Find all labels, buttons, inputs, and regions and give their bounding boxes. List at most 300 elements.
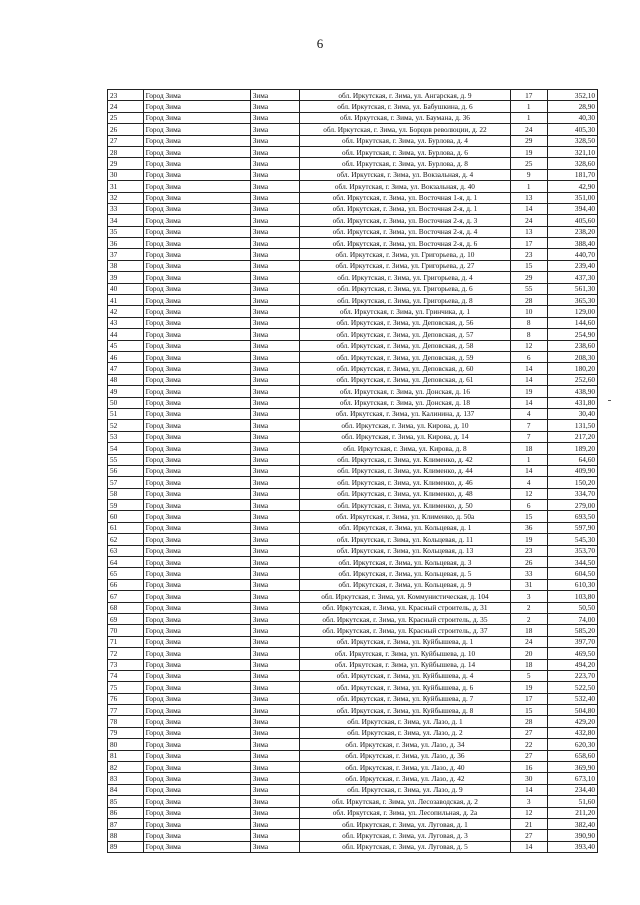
cell-quantity: 15	[510, 511, 547, 522]
cell-municipality: Город Зима	[143, 363, 250, 374]
table-row	[108, 181, 598, 192]
cell-quantity: 12	[510, 807, 547, 818]
cell-locality: Зима	[250, 796, 299, 807]
cell-address: обл. Иркутская, г. Зима, ул. Бурлова, д. 4	[300, 135, 511, 146]
cell-row-number: 33	[108, 203, 144, 214]
cell-address: обл. Иркутская, г. Зима, ул. Куйбышева, д. 7	[300, 693, 511, 704]
cell-quantity: 23	[510, 545, 547, 556]
cell-quantity: 8	[510, 329, 547, 340]
table-row	[108, 363, 598, 374]
table-row	[108, 340, 598, 351]
cell-row-number: 32	[108, 192, 144, 203]
table-row	[108, 101, 598, 112]
cell-address: обл. Иркутская, г. Зима, ул. Куйбышева, д. 4	[300, 670, 511, 681]
cell-locality: Зима	[250, 465, 299, 476]
cell-area: 597,90	[547, 522, 597, 533]
cell-quantity: 55	[510, 283, 547, 294]
cell-quantity: 1	[510, 454, 547, 465]
cell-locality: Зима	[250, 203, 299, 214]
cell-area: 328,50	[547, 135, 597, 146]
cell-quantity: 16	[510, 762, 547, 773]
table-row	[108, 386, 598, 397]
cell-municipality: Город Зима	[143, 500, 250, 511]
table-row	[108, 112, 598, 123]
cell-quantity: 1	[510, 181, 547, 192]
cell-area: 409,90	[547, 465, 597, 476]
cell-locality: Зима	[250, 374, 299, 385]
table-row	[108, 500, 598, 511]
cell-quantity: 18	[510, 625, 547, 636]
cell-row-number: 57	[108, 477, 144, 488]
cell-row-number: 78	[108, 716, 144, 727]
cell-row-number: 52	[108, 420, 144, 431]
table-row	[108, 511, 598, 522]
cell-area: 150,20	[547, 477, 597, 488]
cell-municipality: Город Зима	[143, 181, 250, 192]
cell-address: обл. Иркутская, г. Зима, ул. Кольцевая, д. 11	[300, 534, 511, 545]
cell-area: 437,30	[547, 272, 597, 283]
cell-locality: Зима	[250, 545, 299, 556]
cell-quantity: 26	[510, 557, 547, 568]
cell-locality: Зима	[250, 579, 299, 590]
cell-locality: Зима	[250, 146, 299, 157]
cell-quantity: 14	[510, 203, 547, 214]
cell-address: обл. Иркутская, г. Зима, ул. Клименко, д. 48	[300, 488, 511, 499]
cell-municipality: Город Зима	[143, 169, 250, 180]
cell-address: обл. Иркутская, г. Зима, ул. Баумана, д. 36	[300, 112, 511, 123]
cell-quantity: 14	[510, 841, 547, 852]
table-row	[108, 215, 598, 226]
cell-quantity: 7	[510, 431, 547, 442]
cell-row-number: 61	[108, 522, 144, 533]
table-row	[108, 295, 598, 306]
cell-locality: Зима	[250, 226, 299, 237]
cell-locality: Зима	[250, 386, 299, 397]
cell-area: 673,10	[547, 773, 597, 784]
cell-area: 344,50	[547, 557, 597, 568]
cell-address: обл. Иркутская, г. Зима, ул. Клименко, д. 50а	[300, 511, 511, 522]
cell-quantity: 10	[510, 306, 547, 317]
cell-address: обл. Иркутская, г. Зима, ул. Кольцевая, д. 1	[300, 522, 511, 533]
cell-address: обл. Иркутская, г. Зима, ул. Кирова, д. 10	[300, 420, 511, 431]
table-row	[108, 670, 598, 681]
cell-quantity: 31	[510, 579, 547, 590]
cell-quantity: 13	[510, 226, 547, 237]
cell-municipality: Город Зима	[143, 386, 250, 397]
cell-locality: Зима	[250, 317, 299, 328]
cell-municipality: Город Зима	[143, 477, 250, 488]
cell-locality: Зима	[250, 648, 299, 659]
cell-area: 42,90	[547, 181, 597, 192]
cell-row-number: 46	[108, 351, 144, 362]
cell-row-number: 42	[108, 306, 144, 317]
table-row	[108, 124, 598, 135]
cell-municipality: Город Зима	[143, 693, 250, 704]
cell-locality: Зима	[250, 443, 299, 454]
page-number: 6	[316, 36, 324, 51]
cell-locality: Зима	[250, 238, 299, 249]
cell-row-number: 82	[108, 762, 144, 773]
cell-municipality: Город Зима	[143, 146, 250, 157]
cell-address: обл. Иркутская, г. Зима, ул. Григорьева, д. 10	[300, 249, 511, 260]
cell-address: обл. Иркутская, г. Зима, ул. Вокзальная, д. 4	[300, 169, 511, 180]
cell-municipality: Город Зима	[143, 636, 250, 647]
cell-locality: Зима	[250, 591, 299, 602]
cell-locality: Зима	[250, 511, 299, 522]
cell-area: 405,30	[547, 124, 597, 135]
cell-locality: Зима	[250, 602, 299, 613]
cell-locality: Зима	[250, 488, 299, 499]
cell-row-number: 86	[108, 807, 144, 818]
cell-row-number: 26	[108, 124, 144, 135]
cell-quantity: 27	[510, 750, 547, 761]
cell-address: обл. Иркутская, г. Зима, ул. Деповская, д. 59	[300, 351, 511, 362]
cell-municipality: Город Зима	[143, 397, 250, 408]
cell-row-number: 50	[108, 397, 144, 408]
cell-municipality: Город Зима	[143, 317, 250, 328]
cell-row-number: 47	[108, 363, 144, 374]
cell-address: обл. Иркутская, г. Зима, ул. Коммунистическая, д. 104	[300, 591, 511, 602]
table-row	[108, 169, 598, 180]
cell-row-number: 58	[108, 488, 144, 499]
cell-municipality: Город Зима	[143, 716, 250, 727]
cell-address: обл. Иркутская, г. Зима, ул. Деповская, д. 57	[300, 329, 511, 340]
cell-locality: Зима	[250, 135, 299, 146]
cell-quantity: 2	[510, 613, 547, 624]
cell-row-number: 37	[108, 249, 144, 260]
table-row	[108, 716, 598, 727]
table-row	[108, 819, 598, 830]
cell-municipality: Город Зима	[143, 249, 250, 260]
cell-locality: Зима	[250, 659, 299, 670]
cell-area: 64,60	[547, 454, 597, 465]
cell-row-number: 71	[108, 636, 144, 647]
table-row	[108, 454, 598, 465]
cell-area: 144,60	[547, 317, 597, 328]
cell-quantity: 28	[510, 716, 547, 727]
cell-quantity: 24	[510, 124, 547, 135]
cell-municipality: Город Зима	[143, 431, 250, 442]
cell-address: обл. Иркутская, г. Зима, ул. Клименко, д. 44	[300, 465, 511, 476]
cell-area: 30,40	[547, 408, 597, 419]
cell-locality: Зима	[250, 283, 299, 294]
cell-address: обл. Иркутская, г. Зима, ул. Донская, д. 16	[300, 386, 511, 397]
cell-area: 693,50	[547, 511, 597, 522]
cell-municipality: Город Зима	[143, 112, 250, 123]
cell-area: 51,60	[547, 796, 597, 807]
cell-quantity: 24	[510, 215, 547, 226]
cell-quantity: 8	[510, 317, 547, 328]
table-row	[108, 408, 598, 419]
cell-area: 234,40	[547, 784, 597, 795]
cell-address: обл. Иркутская, г. Зима, ул. Красный строитель, д. 31	[300, 602, 511, 613]
cell-area: 432,80	[547, 727, 597, 738]
cell-quantity: 7	[510, 420, 547, 431]
cell-locality: Зима	[250, 215, 299, 226]
cell-area: 429,20	[547, 716, 597, 727]
cell-area: 494,20	[547, 659, 597, 670]
cell-row-number: 74	[108, 670, 144, 681]
cell-municipality: Город Зима	[143, 784, 250, 795]
cell-row-number: 38	[108, 260, 144, 271]
cell-quantity: 33	[510, 568, 547, 579]
cell-address: обл. Иркутская, г. Зима, ул. Кирова, д. 8	[300, 443, 511, 454]
cell-municipality: Город Зима	[143, 830, 250, 841]
cell-quantity: 23	[510, 249, 547, 260]
cell-municipality: Город Зима	[143, 260, 250, 271]
cell-row-number: 41	[108, 295, 144, 306]
cell-address: обл. Иркутская, г. Зима, ул. Бурлова, д. 6	[300, 146, 511, 157]
cell-area: 181,70	[547, 169, 597, 180]
cell-row-number: 39	[108, 272, 144, 283]
cell-locality: Зима	[250, 169, 299, 180]
cell-area: 393,40	[547, 841, 597, 852]
cell-municipality: Город Зима	[143, 215, 250, 226]
cell-locality: Зима	[250, 819, 299, 830]
table-row	[108, 329, 598, 340]
cell-locality: Зима	[250, 112, 299, 123]
cell-address: обл. Иркутская, г. Зима, ул. Деповская, д. 56	[300, 317, 511, 328]
cell-locality: Зима	[250, 260, 299, 271]
cell-quantity: 19	[510, 534, 547, 545]
cell-municipality: Город Зима	[143, 351, 250, 362]
cell-locality: Зима	[250, 613, 299, 624]
cell-locality: Зима	[250, 705, 299, 716]
cell-row-number: 48	[108, 374, 144, 385]
cell-quantity: 27	[510, 727, 547, 738]
cell-row-number: 88	[108, 830, 144, 841]
cell-area: 438,90	[547, 386, 597, 397]
cell-locality: Зима	[250, 682, 299, 693]
table-row	[108, 545, 598, 556]
cell-municipality: Город Зима	[143, 124, 250, 135]
cell-row-number: 35	[108, 226, 144, 237]
cell-quantity: 14	[510, 465, 547, 476]
cell-row-number: 62	[108, 534, 144, 545]
cell-area: 321,10	[547, 146, 597, 157]
table-row	[108, 238, 598, 249]
cell-quantity: 18	[510, 659, 547, 670]
cell-area: 658,60	[547, 750, 597, 761]
cell-quantity: 17	[510, 693, 547, 704]
cell-municipality: Город Зима	[143, 374, 250, 385]
cell-row-number: 27	[108, 135, 144, 146]
table-row	[108, 260, 598, 271]
cell-area: 238,20	[547, 226, 597, 237]
cell-municipality: Город Зима	[143, 203, 250, 214]
cell-locality: Зима	[250, 739, 299, 750]
cell-quantity: 22	[510, 739, 547, 750]
cell-row-number: 24	[108, 101, 144, 112]
cell-address: обл. Иркутская, г. Зима, ул. Лазо, д. 40	[300, 762, 511, 773]
table-row	[108, 443, 598, 454]
table-row	[108, 226, 598, 237]
cell-row-number: 66	[108, 579, 144, 590]
cell-municipality: Город Зима	[143, 238, 250, 249]
cell-locality: Зима	[250, 306, 299, 317]
cell-municipality: Город Зима	[143, 420, 250, 431]
cell-municipality: Город Зима	[143, 796, 250, 807]
table-row	[108, 648, 598, 659]
cell-address: обл. Иркутская, г. Зима, ул. Восточная 2-я, д. 4	[300, 226, 511, 237]
table-row	[108, 192, 598, 203]
cell-locality: Зима	[250, 727, 299, 738]
cell-address: обл. Иркутская, г. Зима, ул. Вокзальная, д. 40	[300, 181, 511, 192]
cell-locality: Зима	[250, 192, 299, 203]
cell-locality: Зима	[250, 773, 299, 784]
cell-quantity: 15	[510, 260, 547, 271]
cell-area: 238,60	[547, 340, 597, 351]
cell-area: 397,70	[547, 636, 597, 647]
cell-address: обл. Иркутская, г. Зима, ул. Лесопильная, д. 2а	[300, 807, 511, 818]
table-row	[108, 659, 598, 670]
table-row	[108, 306, 598, 317]
cell-row-number: 84	[108, 784, 144, 795]
cell-quantity: 14	[510, 397, 547, 408]
cell-row-number: 36	[108, 238, 144, 249]
cell-area: 50,50	[547, 602, 597, 613]
cell-quantity: 3	[510, 591, 547, 602]
cell-address: обл. Иркутская, г. Зима, ул. Кольцевая, д. 5	[300, 568, 511, 579]
table-row	[108, 374, 598, 385]
cell-address: обл. Иркутская, г. Зима, ул. Лазо, д. 1	[300, 716, 511, 727]
cell-area: 223,70	[547, 670, 597, 681]
cell-area: 129,00	[547, 306, 597, 317]
cell-municipality: Город Зима	[143, 591, 250, 602]
cell-row-number: 44	[108, 329, 144, 340]
cell-address: обл. Иркутская, г. Зима, ул. Кирова, д. 14	[300, 431, 511, 442]
registry-table-body	[108, 90, 598, 853]
cell-row-number: 53	[108, 431, 144, 442]
cell-municipality: Город Зима	[143, 158, 250, 169]
cell-quantity: 14	[510, 363, 547, 374]
cell-area: 352,10	[547, 90, 597, 101]
table-row	[108, 488, 598, 499]
table-row	[108, 602, 598, 613]
cell-row-number: 63	[108, 545, 144, 556]
cell-locality: Зима	[250, 397, 299, 408]
cell-municipality: Город Зима	[143, 511, 250, 522]
cell-quantity: 12	[510, 488, 547, 499]
cell-address: обл. Иркутская, г. Зима, ул. Бабушкина, д. 6	[300, 101, 511, 112]
cell-row-number: 25	[108, 112, 144, 123]
cell-municipality: Город Зима	[143, 807, 250, 818]
cell-row-number: 65	[108, 568, 144, 579]
cell-area: 369,90	[547, 762, 597, 773]
cell-address: обл. Иркутская, г. Зима, ул. Калинина, д. 137	[300, 408, 511, 419]
cell-quantity: 14	[510, 374, 547, 385]
cell-municipality: Город Зима	[143, 443, 250, 454]
cell-municipality: Город Зима	[143, 841, 250, 852]
cell-quantity: 9	[510, 169, 547, 180]
cell-address: обл. Иркутская, г. Зима, ул. Григорьева, д. 8	[300, 295, 511, 306]
cell-address: обл. Иркутская, г. Зима, ул. Григорьева, д. 6	[300, 283, 511, 294]
cell-address: обл. Иркутская, г. Зима, ул. Кольцевая, д. 13	[300, 545, 511, 556]
cell-address: обл. Иркутская, г. Зима, ул. Куйбышева, д. 10	[300, 648, 511, 659]
cell-quantity: 24	[510, 636, 547, 647]
cell-quantity: 21	[510, 819, 547, 830]
cell-area: 28,90	[547, 101, 597, 112]
cell-row-number: 64	[108, 557, 144, 568]
cell-locality: Зима	[250, 329, 299, 340]
cell-address: обл. Иркутская, г. Зима, ул. Донская, д. 18	[300, 397, 511, 408]
cell-area: 440,70	[547, 249, 597, 260]
cell-row-number: 28	[108, 146, 144, 157]
cell-address: обл. Иркутская, г. Зима, ул. Лазо, д. 9	[300, 784, 511, 795]
cell-quantity: 6	[510, 351, 547, 362]
cell-address: обл. Иркутская, г. Зима, ул. Борцов революции, д. 22	[300, 124, 511, 135]
table-row	[108, 762, 598, 773]
cell-address: обл. Иркутская, г. Зима, ул. Куйбышева, д. 8	[300, 705, 511, 716]
cell-quantity: 19	[510, 146, 547, 157]
cell-row-number: 76	[108, 693, 144, 704]
cell-address: обл. Иркутская, г. Зима, ул. Кольцевая, д. 3	[300, 557, 511, 568]
cell-address: обл. Иркутская, г. Зима, ул. Григорьева, д. 27	[300, 260, 511, 271]
cell-municipality: Город Зима	[143, 465, 250, 476]
cell-row-number: 40	[108, 283, 144, 294]
cell-municipality: Город Зима	[143, 408, 250, 419]
cell-row-number: 83	[108, 773, 144, 784]
cell-address: обл. Иркутская, г. Зима, ул. Клименко, д. 46	[300, 477, 511, 488]
cell-area: 208,30	[547, 351, 597, 362]
cell-municipality: Город Зима	[143, 773, 250, 784]
cell-locality: Зима	[250, 841, 299, 852]
cell-address: обл. Иркутская, г. Зима, ул. Клименко, д. 42	[300, 454, 511, 465]
cell-municipality: Город Зима	[143, 340, 250, 351]
cell-municipality: Город Зима	[143, 90, 250, 101]
cell-area: 585,20	[547, 625, 597, 636]
cell-quantity: 12	[510, 340, 547, 351]
table-row	[108, 727, 598, 738]
table-row	[108, 693, 598, 704]
cell-area: 180,20	[547, 363, 597, 374]
cell-locality: Зима	[250, 500, 299, 511]
cell-row-number: 79	[108, 727, 144, 738]
cell-quantity: 19	[510, 386, 547, 397]
cell-municipality: Город Зима	[143, 739, 250, 750]
cell-area: 545,30	[547, 534, 597, 545]
cell-address: обл. Иркутская, г. Зима, ул. Красный строитель, д. 37	[300, 625, 511, 636]
cell-area: 604,50	[547, 568, 597, 579]
cell-locality: Зима	[250, 101, 299, 112]
cell-municipality: Город Зима	[143, 534, 250, 545]
cell-locality: Зима	[250, 363, 299, 374]
cell-row-number: 87	[108, 819, 144, 830]
table-row	[108, 272, 598, 283]
cell-row-number: 60	[108, 511, 144, 522]
table-row	[108, 397, 598, 408]
cell-quantity: 29	[510, 135, 547, 146]
table-row	[108, 625, 598, 636]
cell-quantity: 13	[510, 192, 547, 203]
cell-quantity: 4	[510, 477, 547, 488]
cell-area: 103,80	[547, 591, 597, 602]
cell-area: 561,30	[547, 283, 597, 294]
table-row	[108, 158, 598, 169]
cell-locality: Зима	[250, 90, 299, 101]
cell-municipality: Город Зима	[143, 682, 250, 693]
cell-area: 365,30	[547, 295, 597, 306]
cell-area: 189,20	[547, 443, 597, 454]
cell-municipality: Город Зима	[143, 579, 250, 590]
cell-address: обл. Иркутская, г. Зима, ул. Куйбышева, д. 14	[300, 659, 511, 670]
cell-address: обл. Иркутская, г. Зима, ул. Кольцевая, д. 9	[300, 579, 511, 590]
cell-area: 211,20	[547, 807, 597, 818]
table-row	[108, 807, 598, 818]
cell-municipality: Город Зима	[143, 557, 250, 568]
cell-quantity: 20	[510, 648, 547, 659]
cell-quantity: 5	[510, 670, 547, 681]
